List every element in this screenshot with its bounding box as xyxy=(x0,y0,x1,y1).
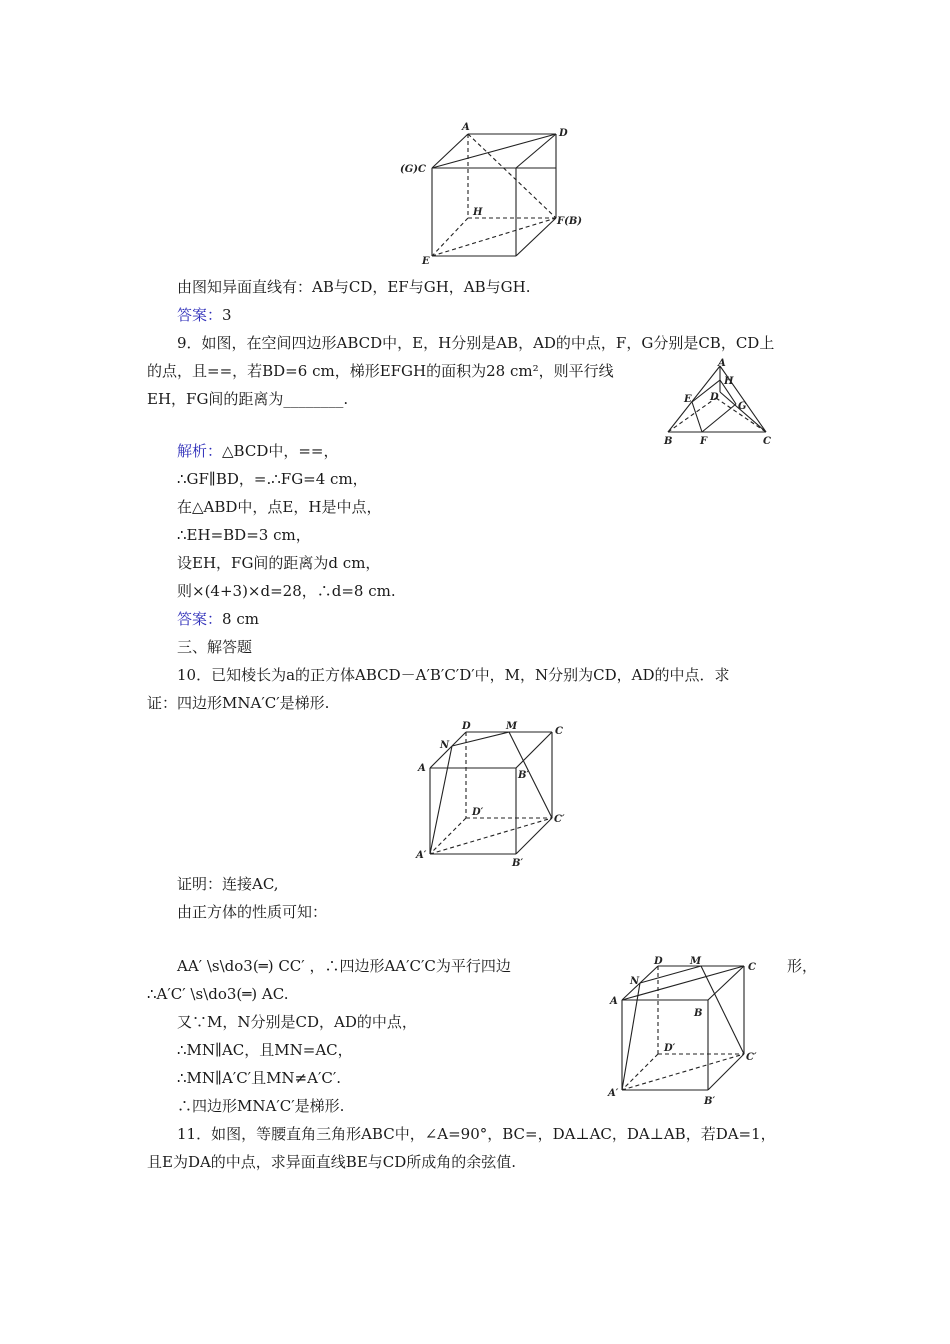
sol9-line: 设EH，FG间的距离为d cm， xyxy=(177,554,381,572)
q10-line1: 10．已知棱长为a的正方体ABCD－A′B′C′D′中，M，N分别为CD，AD的中点．求 xyxy=(177,666,730,684)
figure-cube-2 xyxy=(412,718,582,868)
label-G: G xyxy=(738,401,747,412)
proof10-l7: ∴MN∥A′C′且MN≠A′C′. xyxy=(177,1069,342,1087)
label-Cprime: C′ xyxy=(554,814,565,825)
label-M: M xyxy=(690,956,702,967)
label-F: F xyxy=(700,436,708,447)
label-GC: (G)C xyxy=(400,164,426,175)
label-A: A xyxy=(610,996,618,1007)
q9-line1: 9．如图，在空间四边形ABCD中，E，H分别是AB，AD的中点，F，G分别是CB，CD上 xyxy=(177,334,775,352)
label-Bprime-top: B′ xyxy=(518,770,530,781)
label-A: A xyxy=(718,358,726,369)
proof10-l4: ∴A′C′ \s\do3(═) AC. xyxy=(147,985,289,1003)
label-A: A xyxy=(418,763,426,774)
answer-9: 答案：8 cm xyxy=(177,610,259,628)
proof10-l5: 又∵M，N分别是CD，AD的中点， xyxy=(177,1013,417,1031)
q11-line2: 且E为DA的中点，求异面直线BE与CD所成角的余弦值. xyxy=(147,1153,517,1171)
label-Bprime: B′ xyxy=(512,858,524,868)
label-Aprime: A′ xyxy=(416,850,427,861)
label-C: C xyxy=(763,436,771,447)
proof10-l3-end: 形， xyxy=(787,957,818,975)
label-B: B xyxy=(664,436,673,447)
proof10-l6: ∴MN∥AC，且MN=AC， xyxy=(177,1041,353,1059)
label-H: H xyxy=(724,376,734,387)
label-E: E xyxy=(422,256,430,267)
label-Bprime: B′ xyxy=(704,1096,716,1106)
figure-quadrilateral xyxy=(660,358,780,448)
figure-cube-1 xyxy=(396,118,596,268)
label-H: H xyxy=(473,207,483,218)
sol9-line: ∴EH=BD=3 cm， xyxy=(177,526,311,544)
label-B: B xyxy=(694,1008,703,1019)
proof10-l8: ∴四边形MNA′C′是梯形. xyxy=(177,1097,345,1115)
label-Dprime: D′ xyxy=(664,1043,676,1054)
fig1-caption: 由图知异面直线有：AB与CD，EF与GH，AB与GH. xyxy=(177,278,531,296)
figure-cube-3 xyxy=(604,954,774,1106)
label-N: N xyxy=(630,976,640,987)
label-M: M xyxy=(506,721,518,732)
label-D: D xyxy=(710,392,719,403)
label-A: A xyxy=(462,122,470,133)
label-FB: F(B) xyxy=(557,216,583,227)
proof10-l2: 由正方体的性质可知： xyxy=(177,903,328,921)
q11-line1: 11．如图，等腰直角三角形ABC中，∠A=90°，BC=，DA⊥AC，DA⊥AB，若DA=1， xyxy=(177,1125,776,1143)
sol9-line: ∴GF∥BD，=.∴FG=4 cm， xyxy=(177,470,368,488)
q9-line2: 的点，且==，若BD=6 cm，梯形EFGH的面积为28 cm²，则平行线 xyxy=(147,362,614,380)
label-C: C xyxy=(748,962,756,973)
answer-8: 答案：3 xyxy=(177,306,232,324)
label-C: C xyxy=(555,726,563,737)
label-D: D xyxy=(654,956,663,967)
sol9-line: 在△ABD中，点E，H是中点， xyxy=(177,498,382,516)
section-heading: 三、解答题 xyxy=(177,638,253,656)
label-Aprime: A′ xyxy=(608,1088,619,1099)
proof10-l1: 证明：连接AC, xyxy=(177,875,279,893)
label-D: D xyxy=(462,721,471,732)
q9-line3: EH，FG间的距离为________. xyxy=(147,390,349,408)
sol9-line: 则×(4+3)×d=28，∴d=8 cm. xyxy=(177,582,396,600)
label-D: D xyxy=(559,128,568,139)
label-Cprime: C′ xyxy=(746,1052,757,1063)
sol9-first: 解析：△BCD中，==， xyxy=(177,442,339,460)
q10-line2: 证：四边形MNA′C′是梯形. xyxy=(147,694,330,712)
label-Dprime: D′ xyxy=(472,807,484,818)
label-N: N xyxy=(440,740,450,751)
label-E: E xyxy=(684,394,692,405)
proof10-l3: AA′ \s\do3(═) CC′ ，∴四边形AA′C′C为平行四边 xyxy=(177,957,511,975)
